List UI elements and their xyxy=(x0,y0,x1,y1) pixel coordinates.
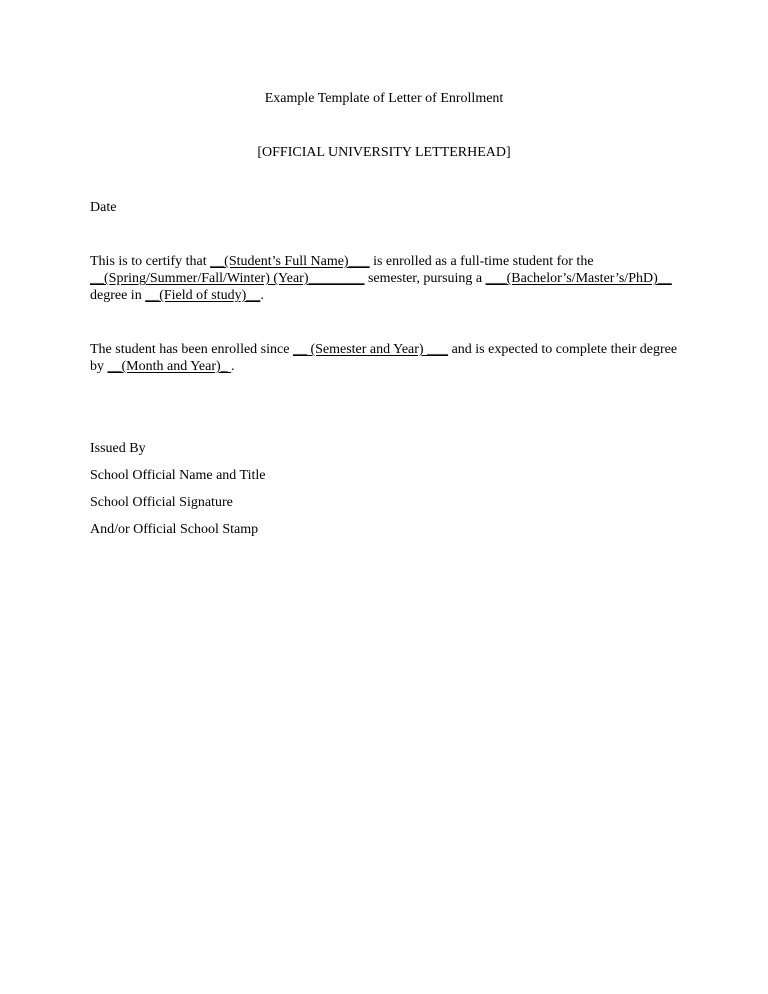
by-text: by xyxy=(90,359,108,374)
period-text: . xyxy=(231,359,235,374)
paragraph1-line2 xyxy=(90,271,672,287)
enrolled-since-prefix: The student has been enrolled since xyxy=(90,342,293,357)
issued-by-label: Issued By xyxy=(90,441,146,456)
semester-field: __(Spring/Summer/Fall/Winter) (Year)________ xyxy=(90,271,365,286)
pursuing-text: semester, pursuing a xyxy=(364,271,486,286)
field-of-study-field: __(Field of study)__ xyxy=(145,288,261,303)
degree-field: ___(Bachelor’s/Master’s/PhD)__ xyxy=(485,271,672,286)
student-name-field: __(Student’s Full Name)___ xyxy=(210,254,370,269)
date-label: Date xyxy=(90,200,117,215)
letterhead-placeholder: [OFFICIAL UNIVERSITY LETTERHEAD] xyxy=(257,145,511,160)
certify-prefix: This is to certify that xyxy=(90,254,211,269)
period-text: . xyxy=(260,288,264,303)
completion-date-field: __(Month and Year)_ xyxy=(107,359,232,374)
paragraph1-line3 xyxy=(90,288,264,304)
official-stamp-label: And/or Official School Stamp xyxy=(90,522,259,537)
enrolled-since-field: __ (Semester and Year) ___ xyxy=(292,342,449,357)
paragraph2-line1 xyxy=(90,342,677,358)
paragraph1-line1 xyxy=(90,254,594,270)
degree-in-text: degree in xyxy=(90,288,146,303)
official-name-title-label: School Official Name and Title xyxy=(90,468,266,483)
complete-degree-text: and is expected to complete their degree xyxy=(448,342,678,357)
paragraph2-line2 xyxy=(90,359,235,375)
enrolled-text: is enrolled as a full-time student for the xyxy=(369,254,594,269)
document-title: Example Template of Letter of Enrollment xyxy=(264,91,504,106)
official-signature-label: School Official Signature xyxy=(90,495,233,510)
